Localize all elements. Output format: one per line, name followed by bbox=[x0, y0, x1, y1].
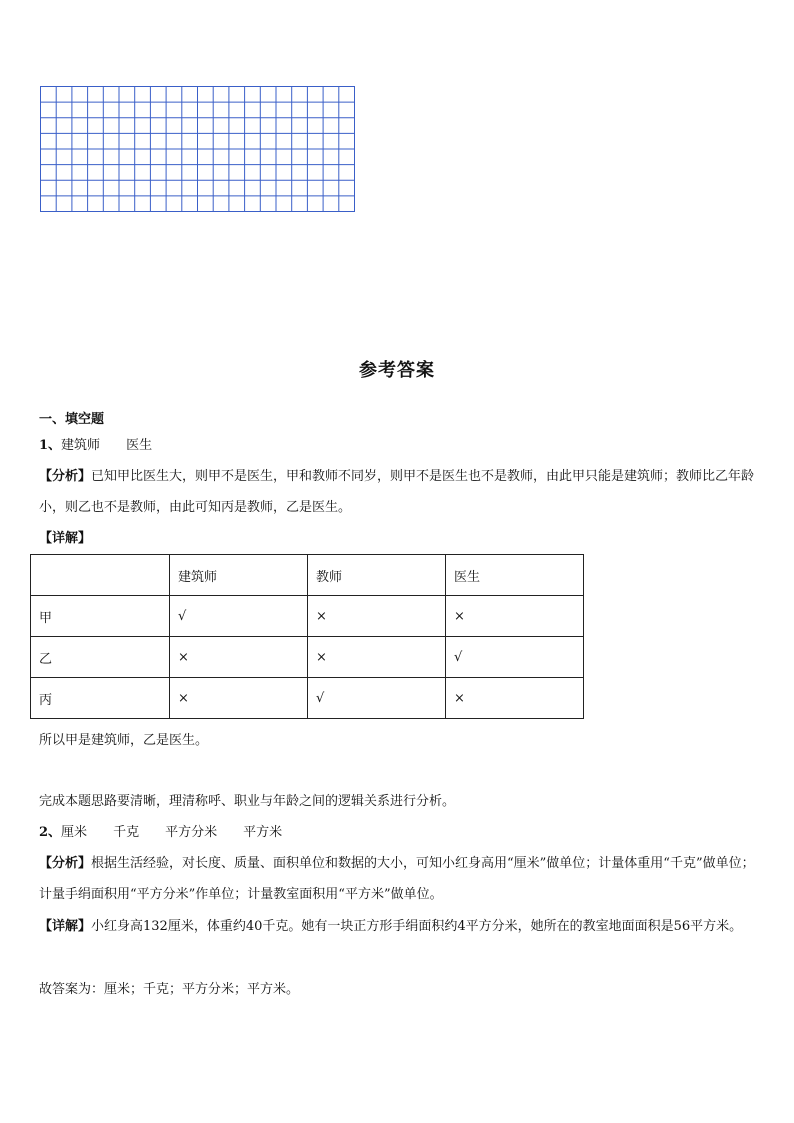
q2-analysis bbox=[39, 848, 755, 910]
table-cell: × bbox=[308, 637, 446, 678]
table-header-row bbox=[31, 555, 584, 596]
table-header-doctor: 医生 bbox=[446, 555, 584, 596]
table-row bbox=[31, 678, 584, 719]
q1-number: 1、 bbox=[39, 438, 62, 453]
q1-answer-2: 医生 bbox=[126, 438, 153, 453]
grid-lines bbox=[40, 86, 355, 212]
q2-analysis-text: 根据生活经验，对长度、质量、面积单位和数据的大小，可知小红身高用“厘米”做单位；计量体重用“千克”做单位；计量手绢面积用“平方分米”作单位；计量教室面积用“平方米”做单位。 bbox=[39, 856, 755, 902]
q1-detail-tag: 【详解】 bbox=[39, 531, 92, 546]
q1-conclusion: 所以甲是建筑师，乙是医生。 bbox=[39, 733, 209, 748]
q2-answer-3: 平方分米 bbox=[165, 825, 218, 840]
q1-analysis-text: 已知甲比医生大，则甲不是医生，甲和教师不同岁，则甲不是医生也不是教师，由此甲只能是建筑师；教师比乙年龄小，则乙也不是教师，由此可知丙是教师，乙是医生。 bbox=[39, 469, 755, 515]
q2-detail bbox=[39, 911, 755, 942]
q2-answer-line bbox=[39, 825, 282, 841]
logic-table bbox=[30, 554, 584, 719]
table-cell: √ bbox=[446, 637, 584, 678]
table-cell: × bbox=[446, 678, 584, 719]
q1-answer-line bbox=[39, 438, 152, 454]
answer-grid bbox=[40, 86, 355, 212]
q2-answer-1: 厘米 bbox=[61, 825, 88, 840]
table-header-teacher: 教师 bbox=[308, 555, 446, 596]
q1-analysis bbox=[39, 461, 755, 523]
table-cell: √ bbox=[170, 596, 308, 637]
q2-analysis-tag: 【分析】 bbox=[39, 856, 92, 871]
table-row bbox=[31, 596, 584, 637]
q2-final-answer: 故答案为：厘米；千克；平方分米；平方米。 bbox=[39, 982, 300, 997]
table-cell: 丙 bbox=[31, 678, 170, 719]
q2-number: 2、 bbox=[39, 825, 62, 840]
page-title: 参考答案 bbox=[359, 360, 435, 381]
table-cell bbox=[31, 555, 170, 596]
table-cell: × bbox=[170, 637, 308, 678]
table-header-architect: 建筑师 bbox=[170, 555, 308, 596]
table-cell: × bbox=[170, 678, 308, 719]
q1-analysis-tag: 【分析】 bbox=[39, 469, 92, 484]
q2-detail-text: 小红身高132厘米，体重约40千克。她有一块正方形手绢面积约4平方分米，她所在的教室地面面积是56平方米。 bbox=[91, 919, 743, 934]
q2-detail-tag: 【详解】 bbox=[39, 919, 92, 934]
table-cell: 甲 bbox=[31, 596, 170, 637]
table-cell: × bbox=[446, 596, 584, 637]
q2-answer-2: 千克 bbox=[113, 825, 140, 840]
q1-summary: 完成本题思路要清晰，理清称呼、职业与年龄之间的逻辑关系进行分析。 bbox=[39, 794, 456, 809]
q1-answer-1: 建筑师 bbox=[61, 438, 101, 453]
table-cell: √ bbox=[308, 678, 446, 719]
table-cell: × bbox=[308, 596, 446, 637]
section-heading: 一、填空题 bbox=[39, 412, 105, 427]
q2-answer-4: 平方米 bbox=[243, 825, 283, 840]
table-cell: 乙 bbox=[31, 637, 170, 678]
table-row bbox=[31, 637, 584, 678]
